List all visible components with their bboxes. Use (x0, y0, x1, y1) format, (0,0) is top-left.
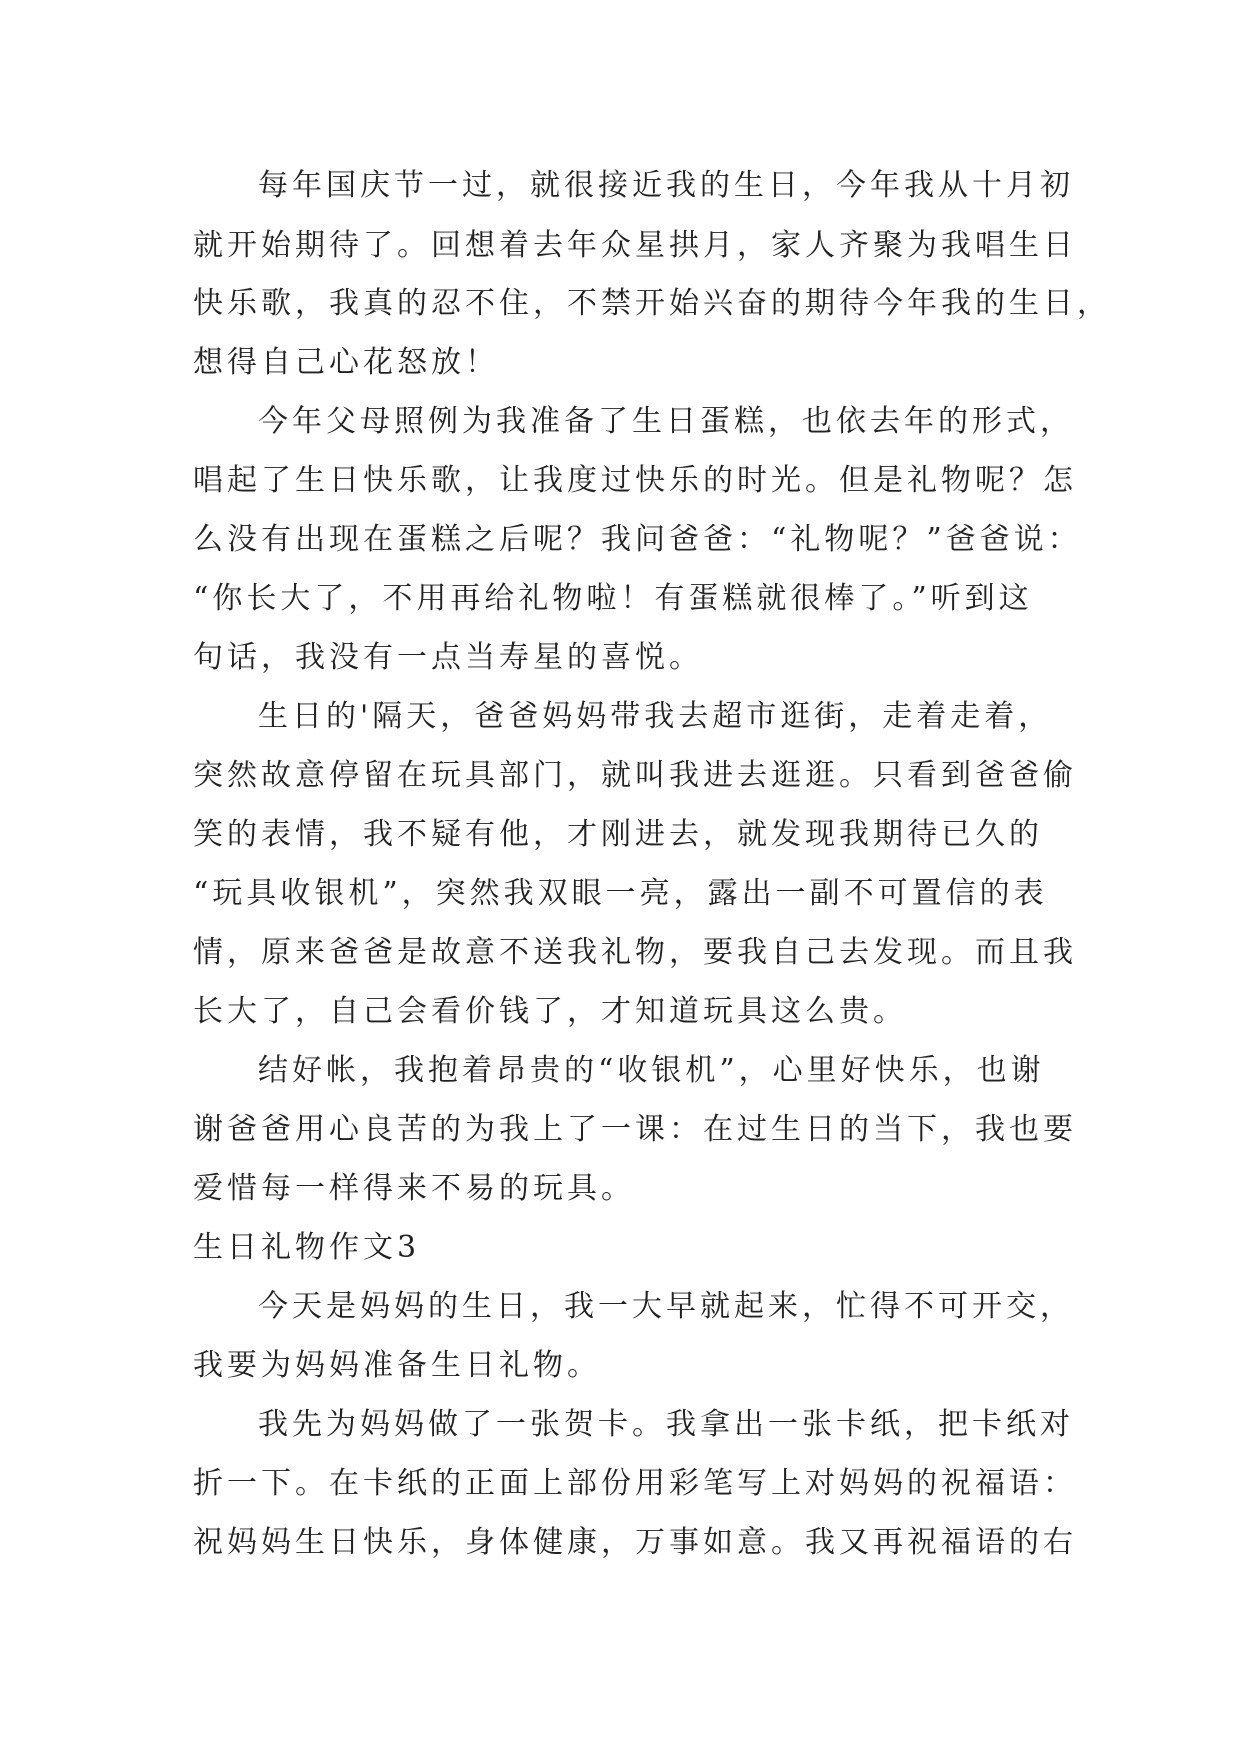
text-line: 快乐歌，我真的忍不住，不禁开始兴奋的期待今年我的生日， (193, 286, 1111, 321)
text-line: 每年国庆节一过，就很接近我的生日，今年我从十月初 (258, 168, 1074, 203)
text-line: 突然故意停留在玩具部门，就叫我进去逛逛。只看到爸爸偷 (193, 758, 1077, 793)
text-line: 情，原来爸爸是故意不送我礼物，要我自己去发现。而且我 (193, 935, 1077, 970)
text-line: 么没有出现在蛋糕之后呢？我问爸爸：“礼物呢？”爸爸说： (193, 522, 1082, 557)
text-line: 想得自己心花怒放！ (193, 345, 499, 380)
text-line: “玩具收银机”，突然我双眼一亮，露出一副不可置信的表 (193, 876, 1048, 911)
text-line: 结好帐，我抱着昂贵的“收银机”，心里好快乐，也谢 (258, 1053, 1045, 1088)
text-line: 就开始期待了。回想着去年众星拱月，家人齐聚为我唱生日 (193, 228, 1077, 263)
text-line: 今年父母照例为我准备了生日蛋糕，也依去年的形式， (258, 404, 1074, 439)
text-line: 笑的表情，我不疑有他，才刚进去，就发现我期待已久的 (193, 817, 1043, 852)
text-line: 我要为妈妈准备生日礼物。 (193, 1348, 601, 1383)
text-line: 谢爸爸用心良苦的为我上了一课：在过生日的当下，我也要 (193, 1112, 1077, 1147)
text-line: 长大了，自己会看价钱了，才知道玩具这么贵。 (193, 994, 907, 1029)
text-line: 句话，我没有一点当寿星的喜悦。 (193, 640, 703, 675)
text-line: 爱惜每一样得来不易的玩具。 (193, 1171, 635, 1206)
section-heading: 生日礼物作文3 (193, 1230, 421, 1265)
text-line: “你长大了，不用再给礼物啦！有蛋糕就很棒了。”听到这 (193, 581, 1033, 616)
text-line: 今天是妈妈的生日，我一大早就起来，忙得不可开交， (258, 1289, 1074, 1324)
text-line: 生日的'隔天，爸爸妈妈带我去超市逛街，走着走着， (258, 699, 1053, 734)
text-line: 唱起了生日快乐歌，让我度过快乐的时光。但是礼物呢？怎 (193, 463, 1077, 498)
text-line: 我先为妈妈做了一张贺卡。我拿出一张卡纸，把卡纸对 (258, 1407, 1074, 1442)
text-line: 折一下。在卡纸的正面上部份用彩笔写上对妈妈的祝福语： (193, 1466, 1077, 1501)
text-line: 祝妈妈生日快乐，身体健康，万事如意。我又再祝福语的右 (193, 1525, 1077, 1560)
